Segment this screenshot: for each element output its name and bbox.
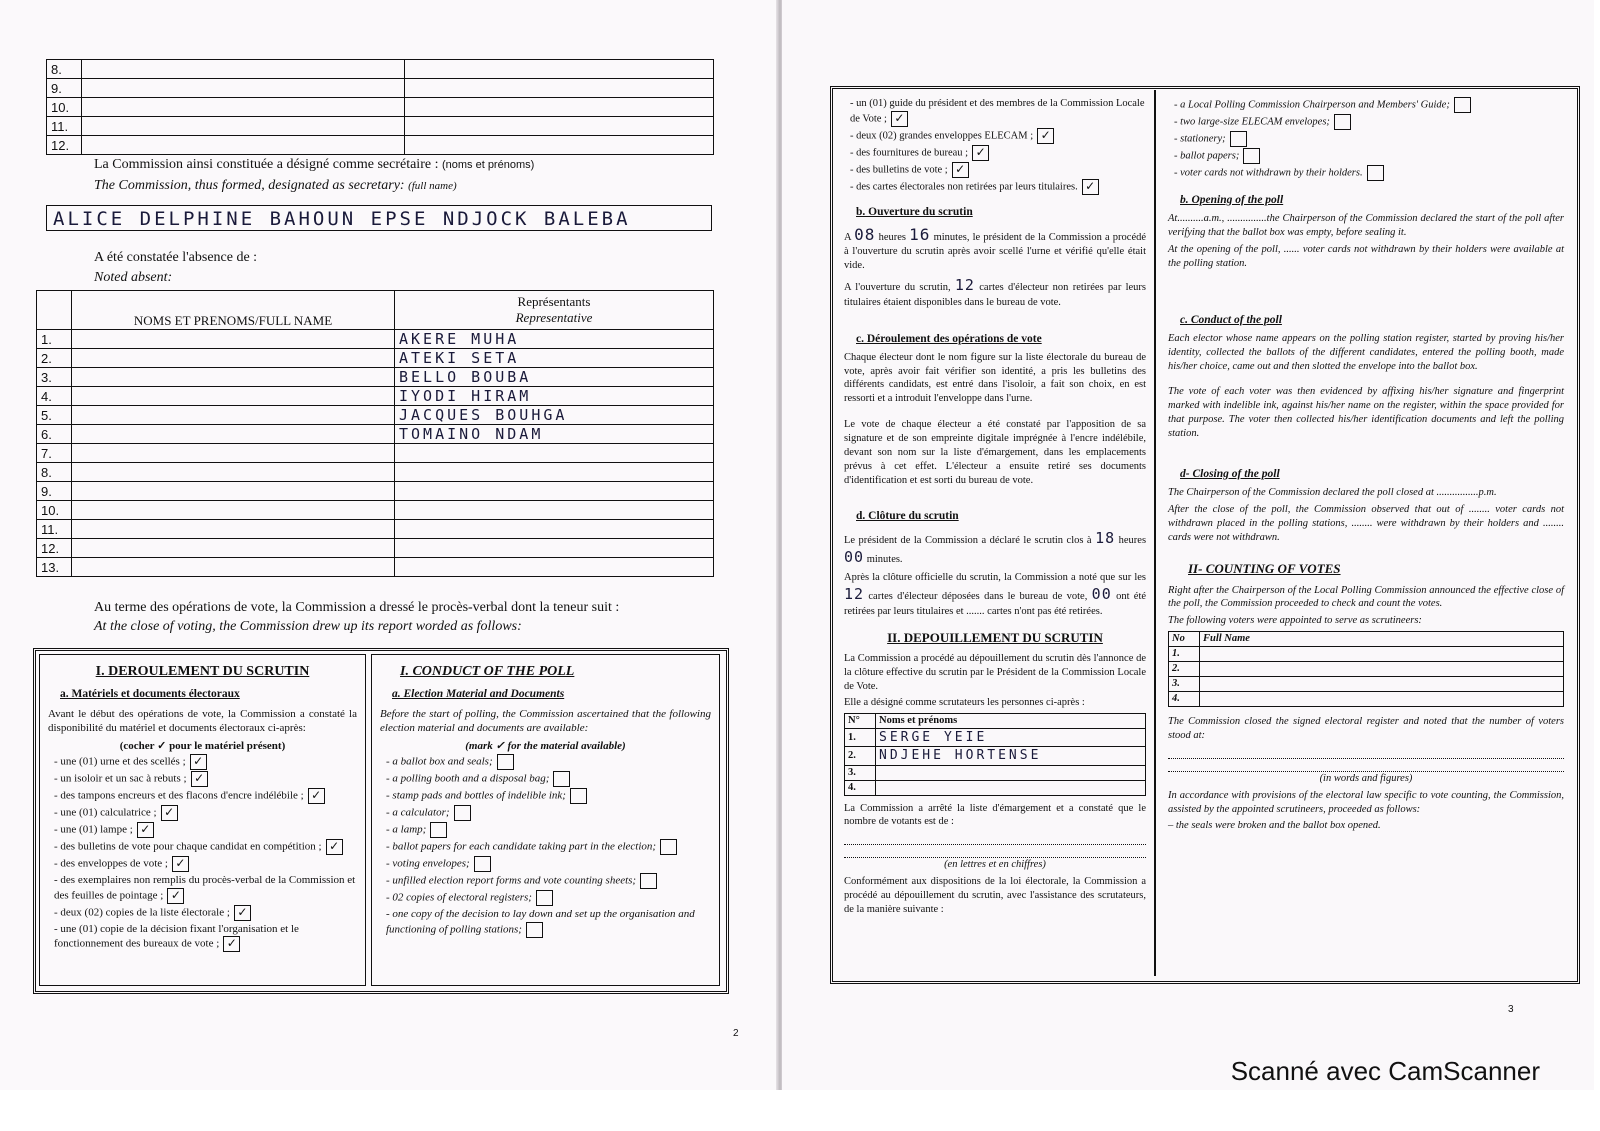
name-cell	[82, 117, 405, 136]
closing-en-text1: The Chairperson of the Commission declared the poll closed at ................p.m.	[1168, 486, 1497, 498]
row-number: 1.	[845, 729, 876, 747]
camscanner-watermark: Scanné avec CamScanner	[1230, 1056, 1540, 1086]
item-label: - un (01) guide du président et des membres de la Commission Locale de Vote ;	[850, 98, 1145, 125]
table-row	[37, 558, 714, 577]
checkbox[interactable]	[1367, 165, 1384, 181]
absent-label-en: Noted absent:	[94, 270, 173, 285]
checkbox[interactable]: ✓	[308, 788, 325, 804]
rep-cell	[405, 117, 714, 136]
item-label: - deux (02) grandes enveloppes ELECAM ;	[850, 130, 1034, 142]
item-label: - unfilled election report forms and vote counting sheets;	[386, 874, 637, 887]
counting-fr-text1: La Commission a procédé au dépouillement du scrutin dès l'annonce de la clôture effective du scrutin par le Président de la Commission Locale de Vote.	[844, 652, 1146, 692]
table-row	[37, 330, 714, 349]
item-label: - two large-size ELECAM envelopes;	[1174, 116, 1330, 128]
conduct-en-poll-text2: The vote of each voter was then evidenced by affixing his/her signature and fingerprint marked with indelible ink, against his/her name on the register, within the space provided for that purpose. The voter then collected his/her identification documents and left the polling station.	[1168, 386, 1564, 439]
scrutineer-name	[876, 765, 1146, 780]
list-item	[386, 754, 711, 770]
name-cell	[72, 349, 395, 368]
counting-en-text1: Right after the Chairperson of the Local Polling Commission announced the effective close of the poll, the Commission proceeded to check and count the votes.	[1168, 584, 1564, 610]
item-label: - une (01) copie de la décision fixant l'organisation et le fonctionnement des bureaux de vote ;	[54, 922, 299, 950]
item-label: - deux (02) copies de la liste électorale ;	[54, 906, 230, 919]
rep-cell	[395, 539, 714, 558]
item-label: - stamp pads and bottles of indelible ink;	[386, 789, 566, 802]
counting-en-text4: In accordance with provisions of the electoral law specific to vote counting, the Commission, assisted by the appointed scrutineers, proceeded as follows:	[1168, 789, 1564, 815]
row-number: 4.	[845, 780, 876, 795]
right-page	[782, 0, 1594, 1090]
row-number: 3.	[37, 368, 72, 387]
row-number: 4.	[1169, 692, 1200, 707]
list-item	[54, 905, 357, 921]
rep-cell	[395, 444, 714, 463]
item-label: - des bulletins de vote ;	[850, 164, 948, 176]
secretary-label-fr: La Commission ainsi constituée a désigné comme secrétaire : (noms et prénoms)	[94, 157, 535, 172]
list-item	[850, 128, 1146, 144]
rep-cell: IYODI HIRAM	[395, 387, 714, 406]
name-cell	[72, 539, 395, 558]
row-number: 9.	[37, 482, 72, 501]
table-row	[845, 729, 1146, 747]
checkbox[interactable]: ✓	[172, 856, 189, 872]
table-row	[37, 425, 714, 444]
table-row	[1169, 647, 1564, 662]
checkbox[interactable]	[497, 754, 514, 770]
counting-en-text2: The following voters were appointed to serve as scrutineers:	[1168, 615, 1422, 627]
table-row	[47, 60, 714, 79]
row-number: 10.	[47, 98, 82, 117]
list-item	[1174, 165, 1564, 181]
name-cell	[82, 136, 405, 155]
opening-en-text2: At the opening of the poll, ...... voter cards not withdrawn by their holders were available at the polling station.	[1168, 243, 1564, 269]
checkbox[interactable]: ✓	[234, 905, 251, 921]
checkbox[interactable]	[526, 922, 543, 938]
checkbox[interactable]	[660, 839, 677, 855]
list-item	[54, 873, 357, 904]
item-label: - une (01) urne et des scellés ;	[54, 755, 186, 768]
closing-en-text2: After the close of the poll, the Commission observed that out of ........ voter cards not withdrawn placed in the polling stations, ........ were withdrawn by their holders and ........ cards were not withdrawn.	[1168, 503, 1564, 543]
table-row	[845, 765, 1146, 780]
rep-cell: JACQUES BOUHGA	[395, 406, 714, 425]
counting-en-words: (in words and figures)	[1319, 772, 1413, 784]
closing-fr-title: d. Clôture du scrutin	[856, 510, 959, 523]
list-item	[1174, 148, 1564, 164]
item-label: - one copy of the decision to lay down and set up the organisation and functioning of polling stations;	[386, 908, 695, 936]
rep-cell	[395, 558, 714, 577]
secretary-label-en: The Commission, thus formed, designated as secretary: (full name)	[94, 178, 457, 193]
conduct-fr-title: I. DEROULEMENT DU SCRUTIN	[95, 664, 310, 679]
checkbox[interactable]	[553, 771, 570, 787]
counting-fr-words: (en lettres et en chiffres)	[944, 859, 1046, 871]
opening-en-title: b. Opening of the poll	[1180, 194, 1284, 206]
absent-label-fr: A été constatée l'absence de :	[94, 250, 258, 265]
name-cell	[72, 501, 395, 520]
conduct-fr-intro: Avant le début des opérations de vote, la Commission a constaté la disponibilité du matériel et documents électoraux ci-après:	[48, 707, 357, 735]
closing-text-en: At the close of voting, the Commission drew up its report worded as follows:	[94, 619, 522, 634]
right-fr-column	[836, 90, 1156, 976]
list-item	[1174, 131, 1564, 147]
page-number-right: 3	[1508, 1004, 1514, 1015]
checkbox[interactable]	[570, 788, 587, 804]
opening-fr-title: b. Ouverture du scrutin	[856, 205, 973, 218]
item-label: - des bulletins de vote pour chaque candidat en compétition ;	[54, 840, 322, 853]
rep-cell	[395, 463, 714, 482]
table-row	[37, 482, 714, 501]
row-number: 4.	[37, 387, 72, 406]
item-label: - a calculator;	[386, 806, 450, 819]
checkbox[interactable]: ✓	[191, 771, 208, 787]
row-number: 8.	[47, 60, 82, 79]
list-item	[386, 805, 711, 821]
scrutineer-name	[1200, 692, 1564, 707]
name-cell	[72, 368, 395, 387]
row-number: 3.	[845, 765, 876, 780]
row-number: 1.	[1169, 647, 1200, 662]
table-row	[37, 444, 714, 463]
checkbox[interactable]	[640, 873, 657, 889]
item-label: - des enveloppes de vote ;	[54, 857, 168, 870]
row-number: 1.	[37, 330, 72, 349]
list-item	[386, 771, 711, 787]
counting-en-text5: – the seals were broken and the ballot box opened.	[1168, 820, 1381, 832]
conduct-ops-fr-text2: Le vote de chaque électeur a été constaté par l'apposition de sa signature et de son empreinte digitale imprégnée à l'encre indélébile, devant son nom sur la liste d'émargement, dans les emplacements prévus à cet effet. L'électeur a ensuite retiré ses documents d'identification et est sorti du bureau de vote.	[844, 419, 1146, 486]
row-number: 2.	[845, 747, 876, 765]
list-item	[386, 839, 711, 855]
row-number: 6.	[37, 425, 72, 444]
row-number: 10.	[37, 501, 72, 520]
page-number-left: 2	[733, 1028, 739, 1039]
item-label: - une (01) lampe ;	[54, 823, 133, 836]
item-label: - a polling booth and a disposal bag;	[386, 772, 550, 785]
checkbox[interactable]	[474, 856, 491, 872]
table-row	[37, 463, 714, 482]
conduct-ops-fr-text1: Chaque électeur dont le nom figure sur la liste électorale du bureau de vote, après avoir fait vérifier son identité, a pris les bulletins des différents candidats, est entré dans l'isoloir, a fait son choix, en est ressorti et a introduit l'enveloppe dans l'urne.	[844, 351, 1146, 405]
table-row	[1169, 662, 1564, 677]
name-cell	[72, 425, 395, 444]
row-number: 13.	[37, 558, 72, 577]
item-label: - des fournitures de bureau ;	[850, 147, 969, 159]
scrutineers-fr-table	[844, 713, 1146, 795]
list-item	[54, 754, 357, 770]
list-item	[54, 788, 357, 804]
scrutineer-name: NDJEHE HORTENSE	[876, 747, 1146, 765]
list-item	[386, 873, 711, 889]
scrutineer-name	[1200, 662, 1564, 677]
list-item	[54, 822, 357, 838]
row-number: 11.	[37, 520, 72, 539]
item-label: - voter cards not withdrawn by their holders.	[1174, 167, 1363, 179]
checkbox[interactable]	[454, 805, 471, 821]
checkbox[interactable]	[1334, 114, 1351, 130]
checkbox[interactable]: ✓	[223, 936, 240, 952]
list-item	[386, 907, 711, 938]
rep-cell	[405, 60, 714, 79]
checkbox[interactable]: ✓	[1082, 179, 1099, 195]
checkbox[interactable]	[1230, 131, 1247, 147]
header-name: Full Name	[1200, 632, 1564, 647]
table-row	[37, 539, 714, 558]
left-page	[0, 0, 778, 1090]
list-item	[850, 97, 1146, 127]
row-number: 8.	[37, 463, 72, 482]
table-row	[47, 98, 714, 117]
rep-cell: BELLO BOUBA	[395, 368, 714, 387]
rep-cell	[395, 482, 714, 501]
scrutineer-name	[1200, 647, 1564, 662]
list-item	[386, 856, 711, 872]
item-label: - un isoloir et un sac à rebuts ;	[54, 772, 187, 785]
conduct-ops-fr-title: c. Déroulement des opérations de vote	[856, 332, 1042, 345]
checkbox[interactable]: ✓	[972, 145, 989, 161]
conduct-en-title: I. CONDUCT OF THE POLL	[400, 664, 575, 679]
item-label: - une (01) calculatrice ;	[54, 806, 157, 819]
checkbox[interactable]: ✓	[1037, 128, 1054, 144]
scrutineers-en-table	[1168, 631, 1564, 707]
row-number: 7.	[37, 444, 72, 463]
table-row	[47, 117, 714, 136]
list-item	[850, 179, 1146, 195]
name-cell	[72, 330, 395, 349]
name-cell	[72, 482, 395, 501]
name-cell	[82, 79, 405, 98]
table-header	[1169, 632, 1564, 647]
counting-fr-text3: La Commission a arrêté la liste d'émargement et a constaté que le nombre de votants est de :	[844, 802, 1146, 828]
checkbox[interactable]: ✓	[891, 111, 908, 127]
list-item	[54, 771, 357, 787]
table-header	[845, 714, 1146, 729]
table-row	[1169, 677, 1564, 692]
secretary-name-field: ALICE DELPHINE BAHOUN EPSE NDJOCK BALEBA	[46, 205, 712, 231]
conduct-fr-mark-note: (cocher ✓ pour le matériel présent)	[119, 739, 286, 752]
item-label: - a ballot box and seals;	[386, 755, 493, 768]
header-no: N°	[845, 714, 876, 729]
checkbox[interactable]	[430, 822, 447, 838]
item-label: - des tampons encreurs et des flacons d'encre indélébile ;	[54, 789, 304, 802]
counting-en-title: II- COUNTING OF VOTES	[1188, 561, 1341, 577]
list-item	[54, 922, 357, 953]
conduct-en-intro: Before the start of polling, the Commission ascertained that the following election material and documents are available:	[380, 707, 711, 735]
list-item	[850, 145, 1146, 161]
rep-cell: TOMAINO NDAM	[395, 425, 714, 444]
table-row	[47, 79, 714, 98]
absent-table	[36, 290, 714, 577]
row-number: 11.	[47, 117, 82, 136]
closing-fr-text1: Le président de la Commission a déclaré le scrutin clos à 18 heures 00 minutes.	[844, 528, 1147, 567]
list-item	[54, 856, 357, 872]
rep-cell	[405, 98, 714, 117]
name-cell	[72, 406, 395, 425]
counting-en-text3: The Commission closed the signed electoral register and noted that the number of voters stood at:	[1168, 716, 1564, 741]
list-item	[1174, 97, 1564, 113]
checkbox[interactable]	[1454, 97, 1471, 113]
list-item	[386, 890, 711, 906]
rep-cell: AKERE MUHA	[395, 330, 714, 349]
row-number: 12.	[37, 539, 72, 558]
list-item	[54, 839, 357, 855]
list-item	[1174, 114, 1564, 130]
conduct-en-poll-title: c. Conduct of the poll	[1180, 313, 1282, 326]
conduct-en-sub-a: a. Election Material and Documents	[392, 688, 565, 701]
item-label: - ballot papers for each candidate taking part in the election;	[386, 840, 657, 853]
counting-fr-title: II. DEPOUILLEMENT DU SCRUTIN	[887, 629, 1103, 645]
conduct-fr-column	[39, 654, 366, 986]
counting-fr-text2: Elle a désigné comme scrutateurs les personnes ci-après :	[844, 697, 1085, 709]
scrutineer-name	[876, 780, 1146, 795]
header-name: Noms et prénoms	[876, 714, 1146, 729]
checkbox[interactable]: ✓	[161, 805, 178, 821]
row-number: 9.	[47, 79, 82, 98]
checkbox[interactable]: ✓	[326, 839, 343, 855]
absent-header-rep: Représentants Representative	[395, 291, 714, 330]
closing-text-fr: Au terme des opérations de vote, la Commission a dressé le procès-verbal dont la teneur suit :	[94, 600, 620, 615]
conduct-en-mark-note: (mark ✓ for the material available)	[465, 739, 626, 752]
right-en-column	[1160, 90, 1572, 976]
checkbox[interactable]: ✓	[137, 822, 154, 838]
item-label: - stationery;	[1174, 133, 1226, 145]
item-label: - ballot papers;	[1174, 150, 1240, 162]
table-row	[845, 780, 1146, 795]
rep-cell	[405, 79, 714, 98]
name-cell	[72, 520, 395, 539]
row-number: 5.	[37, 406, 72, 425]
list-item	[386, 822, 711, 838]
scrutineer-name	[1200, 677, 1564, 692]
checkbox[interactable]	[1243, 148, 1260, 164]
row-number: 12.	[47, 136, 82, 155]
rep-cell	[395, 501, 714, 520]
item-label: - 02 copies of electoral registers;	[386, 891, 532, 904]
list-item	[850, 162, 1146, 178]
opening-fr-text2: A l'ouverture du scrutin, 12 cartes d'électeur non retirées par leurs titulaires étaient disponibles dans le bureau de vote.	[844, 275, 1147, 308]
table-row	[37, 406, 714, 425]
name-cell	[72, 463, 395, 482]
checkbox[interactable]: ✓	[190, 754, 207, 770]
item-label: - a Local Polling Commission Chairperson and Members' Guide;	[1174, 99, 1450, 111]
table-row	[1169, 692, 1564, 707]
item-label: - voting envelopes;	[386, 857, 470, 870]
table-row	[845, 747, 1146, 765]
name-cell	[72, 387, 395, 406]
table-row	[37, 520, 714, 539]
closing-en-title: d- Closing of the poll	[1180, 467, 1280, 480]
checkbox[interactable]: ✓	[167, 888, 184, 904]
table-row	[47, 136, 714, 155]
header-no: No	[1169, 632, 1200, 647]
rep-cell: ATEKI SETA	[395, 349, 714, 368]
members-table-continued	[46, 59, 714, 155]
list-item	[54, 805, 357, 821]
opening-en-text1: At..........a.m., ...............the Chairperson of the Commission declared the start of the poll after verifying that the ballot box was empty, before sealing it.	[1168, 213, 1564, 239]
conduct-en-poll-text1: Each elector whose name appears on the polling station register, started by proving his/her identity, collected the ballots of the different candidates, entered the polling booth, made his/her choice, came out and then slotted the envelope into the ballot box.	[1168, 332, 1564, 372]
row-number: 2.	[1169, 662, 1200, 677]
opening-fr-text1: A 08 heures 16 minutes, le président de la Commission a procédé à l'ouverture du scrutin après avoir scellé l'urne et vérifié qu'elle était vide.	[844, 225, 1147, 271]
table-row	[37, 387, 714, 406]
item-label: - des exemplaires non remplis du procès-verbal de la Commission et des feuilles de pointage ;	[54, 874, 356, 902]
conduct-fr-sub-a: a. Matériels et documents électoraux	[60, 688, 240, 701]
list-item	[386, 788, 711, 804]
rep-cell	[405, 136, 714, 155]
name-cell	[72, 558, 395, 577]
absent-header-name: NOMS ET PRENOMS/FULL NAME	[72, 291, 395, 330]
table-row	[37, 349, 714, 368]
item-label: - des cartes électorales non retirées par leurs titulaires.	[850, 181, 1078, 193]
checkbox[interactable]: ✓	[952, 162, 969, 178]
scrutineer-name: SERGE YEIE	[876, 729, 1146, 747]
name-cell	[72, 444, 395, 463]
row-number: 3.	[1169, 677, 1200, 692]
row-number: 2.	[37, 349, 72, 368]
name-cell	[82, 60, 405, 79]
closing-fr-text2: Après la clôture officielle du scrutin, la Commission a noté que sur les 12 cartes d'électeur déposées dans le bureau de vote, 00 ont été retirées par leurs titulaires et ....... cartes n'ont pas été retirées.	[844, 572, 1147, 617]
rep-cell	[395, 520, 714, 539]
table-row	[37, 368, 714, 387]
checkbox[interactable]	[536, 890, 553, 906]
name-cell	[82, 98, 405, 117]
item-label: - a lamp;	[386, 823, 427, 836]
counting-fr-text4: Conformément aux dispositions de la loi électorale, la Commission a procédé au dépouillement du scrutin, avec l'assistance des scrutateurs, de la manière suivante :	[844, 876, 1146, 915]
table-row	[37, 501, 714, 520]
conduct-en-column	[371, 654, 720, 986]
